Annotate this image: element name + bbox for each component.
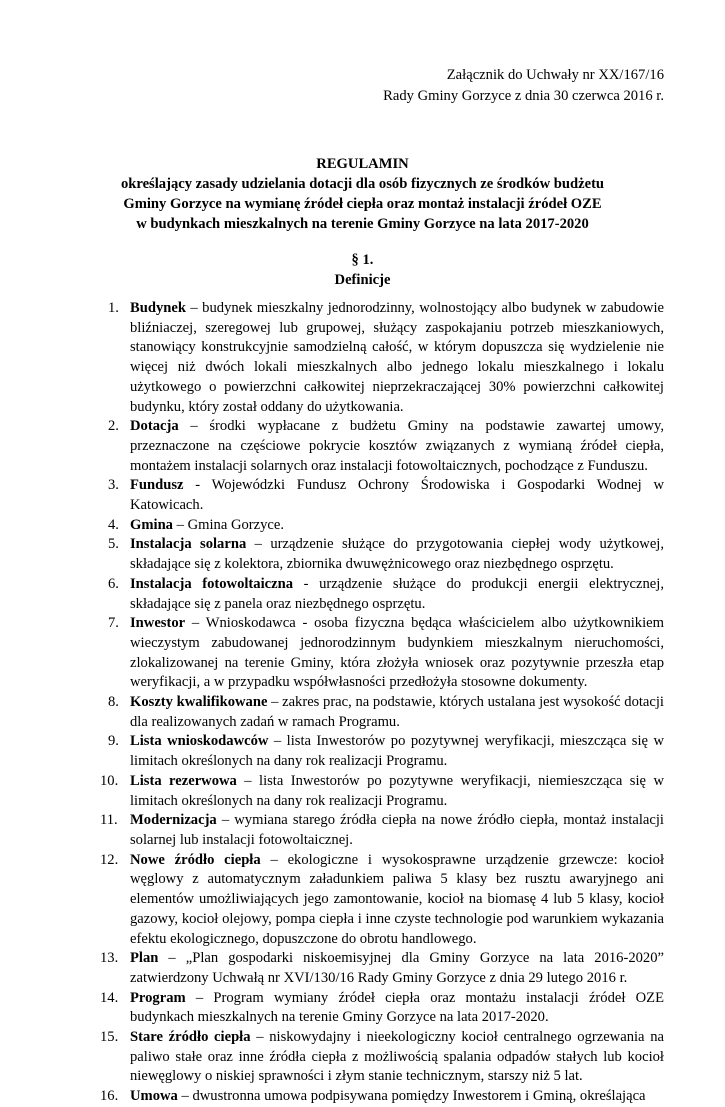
definition-item [108,535,664,574]
item-description: - urządzenie służące do produkcji energii elektrycznej, składające się z panela oraz niezbędnego osprzętu. [130,575,664,612]
annex-line-1: Załącznik do Uchwały nr XX/167/16 [446,67,664,83]
definition-item [108,732,664,771]
item-number: 13. [100,950,119,967]
item-description: – zakres prac, na podstawie, których ustalana jest wysokość dotacji dla realizowanych zadań w ramach Programu. [130,694,664,730]
item-term: Umowa [130,1088,178,1105]
item-description: - Wojewódzki Fundusz Ochrony Środowiska i Gospodarki Wodnej w Katowicach. [130,477,664,514]
item-number: 3. [108,477,119,494]
definition-item [108,476,664,515]
item-description: – lista Inwestorów po pozytywne weryfikacji, niemieszcząca się w limitach określonych na dany rok realizacji Programu. [130,772,664,809]
title-heading: REGULAMIN [316,156,409,172]
item-term: Modernizacja [130,812,217,829]
item-number: 11. [100,812,118,829]
item-number: 4. [108,516,119,533]
item-description: – Wnioskodawca - osoba fizyczna będąca właścicielem albo użytkownikiem wieczystym zabudowanej jednorodzinnym budynkiem mieszkalnym nieruchomości, zlokalizowanej na terenie Gminy, która złożyła wniosek oraz pozytywnie przeszła etap weryfikacji, a w przypadku współwłasności przedłożyła stosowne dokumenty. [130,615,664,691]
item-term: Inwestor [130,615,186,632]
item-number: 5. [108,536,119,553]
definition-item [108,299,664,417]
item-number: 6. [108,575,119,592]
item-description: – wymiana starego źródła ciepła na nowe źródło ciepła, montaż instalacji solarnej lub instalacji fotowoltaicznej. [130,812,664,848]
definition-item [100,772,664,811]
item-term: Koszty kwalifikowane [130,694,268,711]
item-number: 8. [108,694,119,711]
item-number: 15. [100,1029,119,1046]
item-number: 2. [108,418,119,435]
definitions-list [100,299,665,1107]
item-description: – niskowydajny i nieekologiczny kocioł centralnego ogrzewania na paliwo stałe oraz inne źródła ciepła z możliwością spalania odpadów stałych lub kocioł niewęglowy o niskiej sprawności i złym stanie technicznym, starszy niż 5 lat. [130,1029,664,1085]
item-number: 7. [108,615,119,632]
item-number: 10. [100,772,119,789]
item-description: – Gmina Gorzyce. [172,516,285,533]
item-term: Program [130,989,186,1006]
item-description: – „Plan gospodarki niskoemisyjnej dla Gminy Gorzyce na lata 2016-2020” zatwierdzony Uchwałą nr XVI/130/16 Rady Gminy Gorzyce z dnia 29 lutego 2016 r. [130,950,664,986]
item-term: Fundusz [130,477,184,494]
definition-item [100,1028,664,1087]
title-line-2: Gminy Gorzyce na wymianę źródeł ciepła oraz montaż instalacji źródeł OZE [123,196,602,212]
item-description: – ekologiczne i wysokosprawne urządzenie grzewcze: kocioł węglowy z automatycznym załadunkiem paliwa 5 klasy bez rusztu awaryjnego ani elementów umożliwiających jego zamontowanie, kocioł na biomasę 4 lub 5 klasy, kocioł gazowy, kocioł olejowy, pompa ciepła i inne czyste technologie pod warunkiem wykazania efektu ekologicznego, dopuszczone do obrotu handlowego. [130,851,664,947]
item-description: – lista Inwestorów po pozytywnej weryfikacji, mieszcząca się w limitach określonych na dany rok realizacji Programu. [130,733,665,770]
section-number: § 1. [351,252,374,268]
definition-item [108,575,664,614]
item-term: Plan [130,950,159,967]
annex-header [383,65,664,106]
item-term: Lista wnioskodawców [130,733,269,750]
item-number: 12. [100,851,119,868]
section-name: Definicje [334,272,391,288]
item-term: Instalacja solarna [130,536,247,553]
definition-item [100,989,664,1028]
item-term: Stare źródło ciepła [130,1029,251,1046]
definition-item [100,851,664,950]
item-number: 14. [100,989,119,1006]
definition-item [108,516,664,536]
item-term: Instalacja fotowoltaiczna [130,575,294,592]
item-number: 1. [108,300,119,316]
title-line-1: określający zasady udzielania dotacji dla osób fizycznych ze środków budżetu [120,176,605,192]
item-term: Nowe źródło ciepła [130,851,261,868]
document-title [0,154,725,234]
title-line-3: w budynkach mieszkalnych na terenie Gminy Gorzyce na lata 2017-2020 [136,216,589,232]
item-description: – dwustronna umowa podpisywana pomiędzy Inwestorem i Gminą, określająca [177,1088,646,1105]
item-description: – budynek mieszkalny jednorodzinny, wolnostojący albo budynek w zabudowie bliźniaczej, szeregowej lub grupowej, służący zaspokajaniu potrzeb mieszkaniowych, stanowiący konstrukcyjnie samodzielną całość, w którym dopuszcza się wydzielenie nie więcej niż dwóch lokali mieszkalnych albo jednego lokalu mieszkalnego i lokalu użytkowego o powierzchni całkowitej nieprzekraczającej 30% powierzchni całkowitej budynku, który został oddany do użytkowania. [130,300,664,415]
annex-line-2: Rady Gminy Gorzyce z dnia 30 czerwca 2016 r. [383,87,664,104]
item-description: – Program wymiany źródeł ciepła oraz montażu instalacji źródeł OZE budynkach mieszkalnych na terenie Gminy Gorzyce na lata 2017-2020. [130,989,664,1026]
item-term: Dotacja [130,418,179,435]
definition-item [108,417,664,476]
section-heading [0,250,725,290]
definition-item [100,949,664,988]
definition-item [100,1087,664,1107]
definition-item [108,614,664,693]
item-description: – urządzenie służące do przygotowania ciepłej wody użytkowej, składające się z kolektora, zbiornika dwuwężnicowego oraz niezbędnego osprzętu. [130,536,664,573]
item-description: – środki wypłacane z budżetu Gminy na podstawie zawartej umowy, przeznaczone na częściowe pokrycie kosztów związanych z wymianą źródeł ciepła, montażem instalacji solarnych oraz instalacji fotowoltaicznych, pochodzące z Funduszu. [130,418,664,474]
item-term: Lista rezerwowa [130,772,237,789]
item-number: 16. [100,1088,119,1105]
item-number: 9. [108,733,119,750]
item-term: Gmina [130,516,173,533]
item-term: Budynek [130,300,186,316]
definition-item [108,693,664,732]
definition-item [100,811,664,850]
